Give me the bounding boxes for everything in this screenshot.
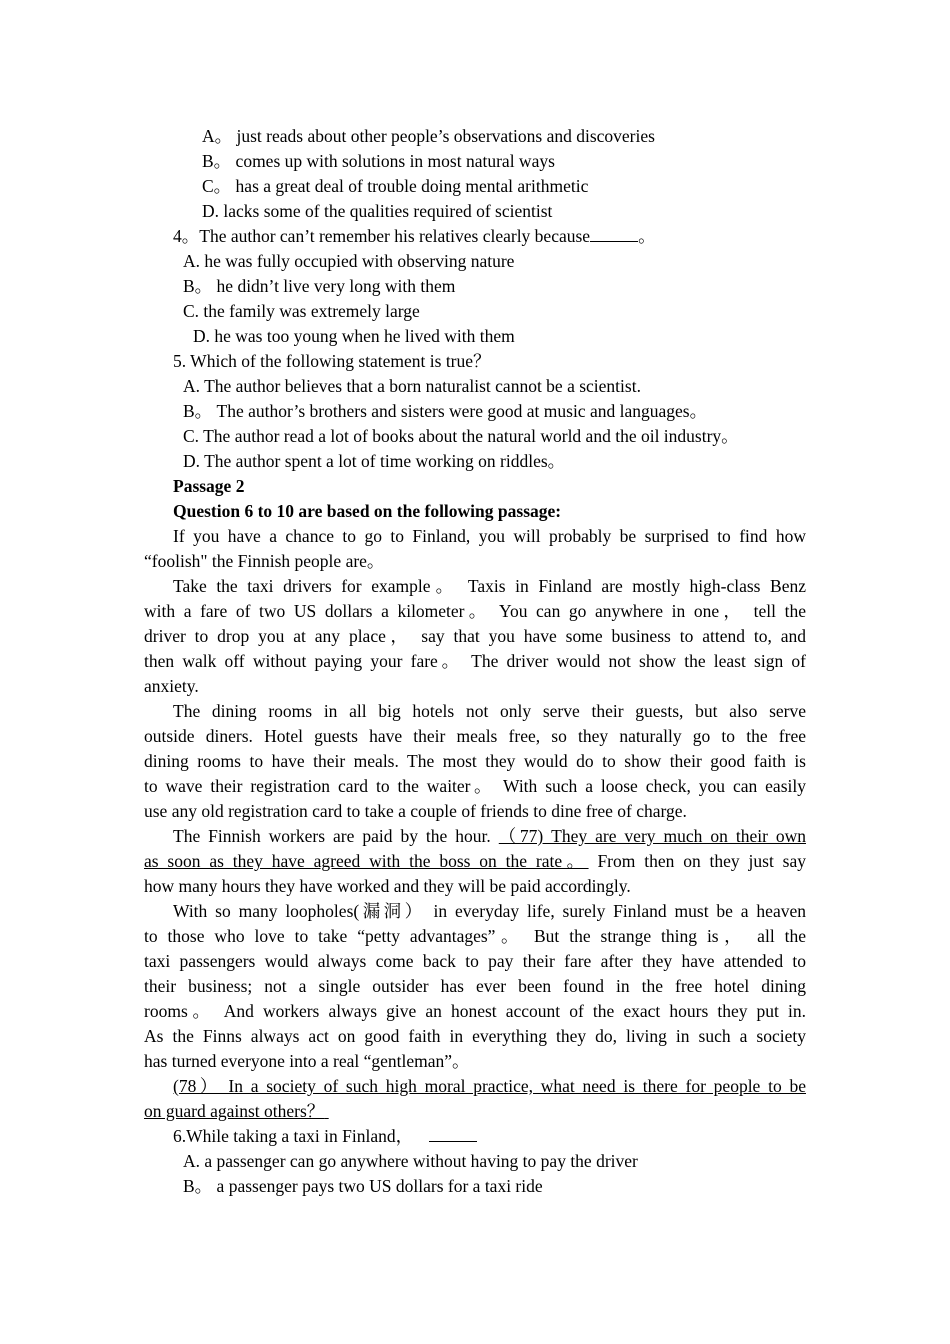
p5-line-1: With so many loopholes(漏洞） in everyday life, surely Finland must be a heaven [173,901,806,921]
p2-line-3: driver to drop you at any place， say that you have some business to attend to, and [144,626,806,646]
p3-line-5: use any old registration card to take a couple of friends to dine free of charge. [144,801,687,821]
q5-option-d: D. The author spent a lot of time working on riddles。 [183,451,566,471]
q5-stem: 5. Which of the following statement is true？ [173,351,491,371]
q4-option-a: A. he was fully occupied with observing nature [183,251,515,271]
p5-line-6: As the Finns always act on good faith in everything they do, living in such a society [144,1026,806,1046]
p4-line-3: how many hours they have worked and they will be paid accordingly. [144,876,631,896]
p2-line-1: Take the taxi drivers for example。 Taxis in Finland are mostly high-class Benz [173,576,806,596]
q5-option-b: B。 The author’s brothers and sisters were good at music and languages。 [183,401,708,421]
p1-line-1: If you have a chance to go to Finland, you will probably be surprised to find how [173,526,806,546]
p2-line-5: anxiety. [144,676,199,696]
q4-stem-text: 4。The author can’t remember his relatives clearly because [173,226,591,246]
p4-line-1-plain: The Finnish workers are paid by the hour. [173,826,491,846]
translation-78-line-1: (78） In a society of such high moral practice, what need is there for people to be [173,1076,806,1096]
q3-option-d: D. lacks some of the qualities required of scientist [202,201,553,221]
p1-line-2: “foolish" the Finnish people are。 [144,551,385,571]
passage-subheading: Question 6 to 10 are based on the following passage: [173,501,562,521]
q4-option-b: B。 he didn’t live very long with them [183,276,456,296]
p5-line-5: rooms。 And workers always give an honest account of the exact hours they put in. [144,1001,806,1021]
q4-option-d: D. he was too young when he lived with them [193,326,515,346]
q6-stem [173,1124,477,1149]
p2-line-2: with a fare of two US dollars a kilometer。 You can go anywhere in one， tell the [144,601,806,621]
p5-line-4: their business; not a single outsider has ever been found in the free hotel dining [144,976,806,996]
p3-line-2: outside diners. Hotel guests have their meals free, so they naturally go to the free [144,726,806,746]
p3-line-4: to wave their registration card to the waiter。 With such a loose check, you can easily [144,776,806,796]
translation-77-part-2: as soon as they have agreed with the boss on the rate。 [144,851,589,871]
q5-option-a: A. The author believes that a born naturalist cannot be a scientist. [183,376,641,396]
p4-line-2-plain: From then on they just say [597,851,806,871]
p3-line-3: dining rooms to have their meals. The most they would do to show their good faith is [144,751,806,771]
q3-option-b: B。 comes up with solutions in most natural ways [202,151,555,171]
q6-stem-text: 6.While taking a taxi in Finland， [173,1126,414,1146]
p4-line-2 [144,849,806,874]
passage-heading: Passage 2 [173,476,245,496]
q4-option-c: C. the family was extremely large [183,301,420,321]
q3-option-c: C。 has a great deal of trouble doing mental arithmetic [202,176,589,196]
p5-line-2: to those who love to take “petty advantages”。 But the strange thing is， all the [144,926,806,946]
translation-78-line-2 [144,1099,806,1124]
p3-line-1: The dining rooms in all big hotels not only serve their guests, but also serve [173,701,806,721]
q4-answer-blank [590,225,638,242]
p5-line-7: has turned everyone into a real “gentleman”。 [144,1051,470,1071]
translation-78-part-2: on guard against others？ [144,1101,325,1121]
q5-option-c: C. The author read a lot of books about the natural world and the oil industry。 [183,426,739,446]
q4-stem-end: 。 [638,226,656,246]
p2-line-4: then walk off without paying your fare。 The driver would not show the least sign of [144,651,806,671]
p5-line-3: taxi passengers would always come back to pay their fare after they have attended to [144,951,806,971]
q6-option-b: B。 a passenger pays two US dollars for a taxi ride [183,1176,543,1196]
p4-line-1 [173,824,806,849]
q6-answer-blank [429,1125,477,1142]
translation-77-part-1: （77) They are very much on their own [498,826,807,846]
q3-option-a: A。 just reads about other people’s observations and discoveries [202,126,655,146]
q6-option-a: A. a passenger can go anywhere without having to pay the driver [183,1151,638,1171]
q4-stem [173,224,656,249]
